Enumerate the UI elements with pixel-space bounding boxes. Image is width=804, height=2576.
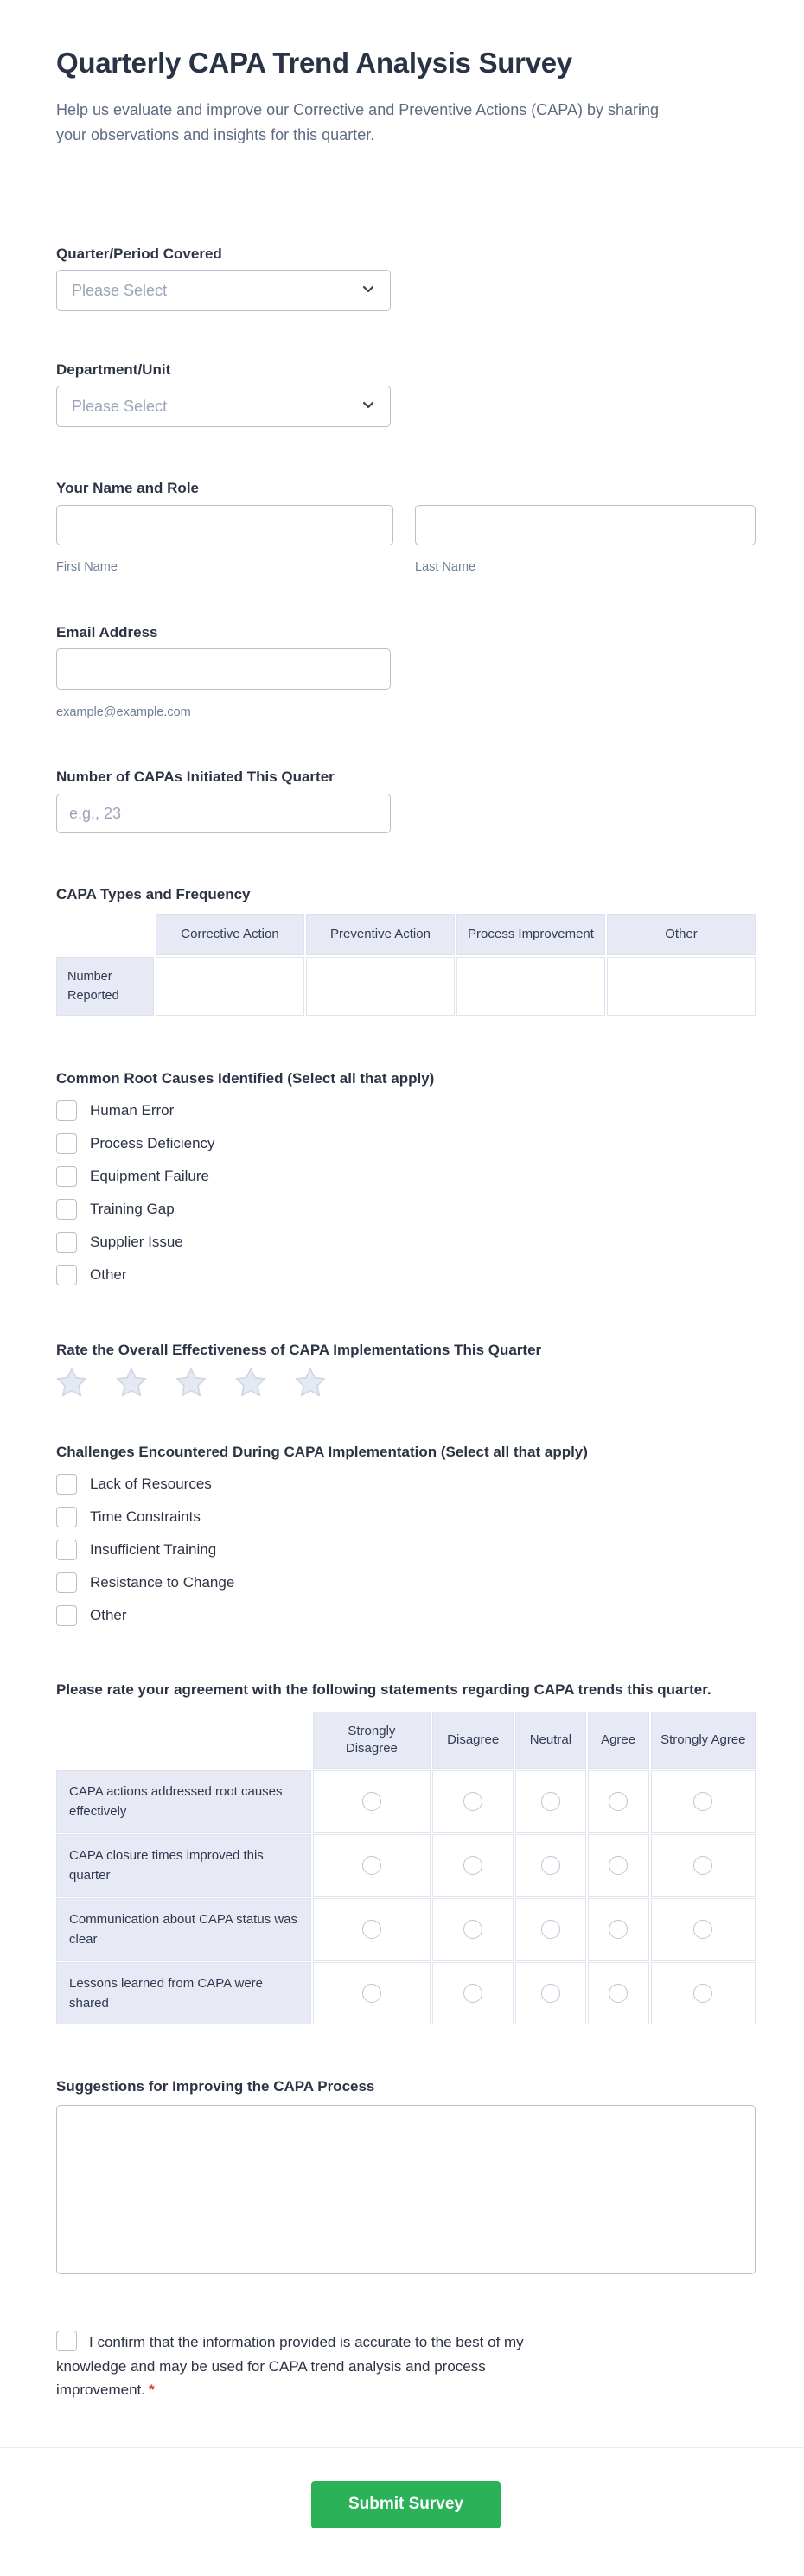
last-name-group [415,505,756,575]
radio-cell[interactable] [432,1770,514,1833]
chevron-down-icon [361,397,376,417]
agreement-col-strongly-agree: Strongly Agree [651,1712,756,1769]
table-row [56,1962,756,2024]
star-icon[interactable] [116,1367,147,1398]
checkbox-icon[interactable] [56,1540,77,1560]
name-fields [56,505,756,575]
radio-icon[interactable] [541,1792,560,1811]
capa-types-col-header: Process Improvement [456,914,605,955]
consent-text: I confirm that the information provided is accurate to the best of my knowledge and may be used for CAPA trend analysis and process improvement. [56,2334,524,2398]
radio-cell[interactable] [515,1898,585,1961]
capa-types-row-header: Number Reported [56,957,154,1016]
email-sublabel: example@example.com [56,705,191,719]
consent-checkbox[interactable] [56,2331,77,2351]
checkbox-option-training-gap[interactable] [56,1199,756,1220]
question-agreement-matrix [56,1678,756,2026]
radio-icon[interactable] [463,1984,482,2003]
radio-cell[interactable] [588,1962,649,2024]
first-name-sublabel: First Name [56,560,118,574]
radio-cell[interactable] [515,1834,585,1897]
radio-icon[interactable] [362,1856,381,1875]
checkbox-option-supplier-issue[interactable] [56,1232,756,1253]
page-title: Quarterly CAPA Trend Analysis Survey [56,47,572,79]
radio-icon[interactable] [463,1792,482,1811]
checkbox-option-lack-of-resources[interactable] [56,1474,756,1495]
capa-types-table [54,912,757,1017]
star-icon[interactable] [56,1367,87,1398]
checkbox-option-process-deficiency[interactable] [56,1133,756,1154]
capa-types-label: CAPA Types and Frequency [56,886,251,902]
capa-count-field[interactable] [56,794,391,833]
question-root-causes [56,1069,756,1285]
suggestions-label: Suggestions for Improving the CAPA Process [56,2078,375,2095]
department-select-value: Please Select [72,397,168,415]
quarter-select-value: Please Select [72,281,168,299]
agreement-label: Please rate your agreement with the following statements regarding CAPA trends this quarter. [56,1681,711,1698]
option-label: Other [90,1607,127,1623]
submit-button[interactable]: Submit Survey [311,2481,501,2528]
question-effectiveness [56,1341,756,1398]
checkbox-option-other-root-cause[interactable] [56,1265,756,1285]
radio-icon[interactable] [609,1984,628,2003]
question-challenges [56,1443,756,1626]
radio-icon[interactable] [693,1792,712,1811]
capa-types-col-header: Preventive Action [306,914,455,955]
challenges-label: Challenges Encountered During CAPA Implementation (Select all that apply) [56,1444,588,1460]
radio-cell[interactable] [432,1898,514,1961]
radio-icon[interactable] [541,1920,560,1939]
submit-section [56,2448,756,2576]
department-select[interactable] [56,386,391,427]
first-name-field[interactable] [56,505,393,545]
radio-icon[interactable] [541,1856,560,1875]
radio-cell[interactable] [432,1962,514,2024]
checkbox-icon[interactable] [56,1572,77,1593]
star-icon[interactable] [175,1367,207,1398]
question-department [56,360,756,427]
question-suggestions [56,2077,756,2274]
checkbox-option-equipment-failure[interactable] [56,1166,756,1187]
name-label: Your Name and Role [56,480,199,496]
table-row [56,1898,756,1961]
capa-types-corner-cell [56,914,154,955]
checkbox-option-insufficient-training[interactable] [56,1540,756,1560]
email-label: Email Address [56,624,158,641]
radio-cell[interactable] [651,1770,756,1833]
star-icon[interactable] [235,1367,266,1398]
radio-cell[interactable] [515,1962,585,2024]
table-row [56,1834,756,1897]
radio-cell[interactable] [313,1898,431,1961]
consent-row [56,2331,573,2402]
quarter-select[interactable] [56,270,391,311]
radio-cell[interactable] [588,1834,649,1897]
radio-icon[interactable] [463,1856,482,1875]
first-name-group [56,505,393,575]
suggestions-textarea[interactable] [56,2105,756,2274]
star-icon[interactable] [295,1367,326,1398]
radio-cell[interactable] [651,1834,756,1897]
radio-icon[interactable] [609,1920,628,1939]
option-label: Process Deficiency [90,1135,215,1151]
root-causes-list [56,1100,756,1285]
radio-icon[interactable] [693,1856,712,1875]
root-causes-label: Common Root Causes Identified (Select all that apply) [56,1070,435,1087]
radio-cell[interactable] [651,1962,756,2024]
checkbox-icon[interactable] [56,1474,77,1495]
capa-types-input-cell-other[interactable] [607,957,756,1016]
question-capa-types [56,885,756,1017]
radio-icon[interactable] [463,1920,482,1939]
option-label: Other [90,1266,127,1283]
radio-icon[interactable] [362,1920,381,1939]
radio-cell[interactable] [588,1770,649,1833]
radio-cell[interactable] [515,1770,585,1833]
effectiveness-label: Rate the Overall Effectiveness of CAPA Implementations This Quarter [56,1342,542,1358]
quarter-label: Quarter/Period Covered [56,245,222,262]
capa-types-input-cell-preventive[interactable] [306,957,455,1016]
last-name-field[interactable] [415,505,756,545]
option-label: Resistance to Change [90,1574,235,1591]
radio-cell[interactable] [651,1898,756,1961]
agreement-col-neutral: Neutral [515,1712,585,1769]
checkbox-icon[interactable] [56,1133,77,1154]
checkbox-option-other-challenge[interactable] [56,1605,756,1626]
radio-cell[interactable] [588,1898,649,1961]
question-email [56,623,756,720]
radio-icon[interactable] [362,1984,381,2003]
question-quarter [56,245,756,311]
form-subtitle: Help us evaluate and improve our Corrective and Preventive Actions (CAPA) by sharing your observations and insights for this quarter. [56,101,660,143]
checkbox-icon[interactable] [56,1232,77,1253]
agreement-col-disagree: Disagree [432,1712,514,1769]
department-label: Department/Unit [56,361,171,378]
capa-types-col-header: Corrective Action [156,914,304,955]
radio-cell[interactable] [432,1834,514,1897]
agreement-corner-cell [56,1712,311,1769]
radio-icon[interactable] [609,1856,628,1875]
checkbox-option-human-error[interactable] [56,1100,756,1121]
radio-cell[interactable] [313,1834,431,1897]
radio-icon[interactable] [609,1792,628,1811]
last-name-sublabel: Last Name [415,560,476,574]
checkbox-option-time-constraints[interactable] [56,1507,756,1527]
star-rating [56,1367,756,1398]
agreement-col-strongly-disagree: Strongly Disagree [313,1712,431,1769]
option-label: Time Constraints [90,1508,201,1525]
option-label: Insufficient Training [90,1541,217,1558]
option-label: Training Gap [90,1201,175,1217]
email-field[interactable] [56,648,391,690]
agreement-row-label: CAPA actions addressed root causes effectively [56,1770,311,1833]
question-name [56,479,756,575]
question-capa-count [56,768,756,833]
agreement-col-agree: Agree [588,1712,649,1769]
radio-icon[interactable] [693,1984,712,2003]
option-label: Supplier Issue [90,1234,183,1250]
checkbox-icon[interactable] [56,1605,77,1626]
radio-cell[interactable] [313,1770,431,1833]
radio-icon[interactable] [693,1920,712,1939]
agreement-row-label: Lessons learned from CAPA were shared [56,1962,311,2024]
capa-count-label: Number of CAPAs Initiated This Quarter [56,768,335,785]
checkbox-icon[interactable] [56,1199,77,1220]
option-label: Equipment Failure [90,1168,209,1184]
option-label: Human Error [90,1102,175,1119]
agreement-row-label: CAPA closure times improved this quarter [56,1834,311,1897]
agreement-table [54,1710,757,2026]
capa-types-input-cell-process-improvement[interactable] [456,957,605,1016]
chevron-down-icon [361,281,376,301]
checkbox-icon[interactable] [56,1166,77,1187]
checkbox-icon[interactable] [56,1265,77,1285]
capa-types-input-cell-corrective[interactable] [156,957,304,1016]
radio-cell[interactable] [313,1962,431,2024]
option-label: Lack of Resources [90,1476,212,1492]
agreement-row-label: Communication about CAPA status was clear [56,1898,311,1961]
challenges-list [56,1474,756,1626]
required-asterisk: * [148,2382,155,2398]
checkbox-option-resistance-to-change[interactable] [56,1572,756,1593]
capa-types-col-header: Other [607,914,756,955]
radio-icon[interactable] [362,1792,381,1811]
checkbox-icon[interactable] [56,1507,77,1527]
checkbox-icon[interactable] [56,1100,77,1121]
radio-icon[interactable] [541,1984,560,2003]
table-row [56,1770,756,1833]
